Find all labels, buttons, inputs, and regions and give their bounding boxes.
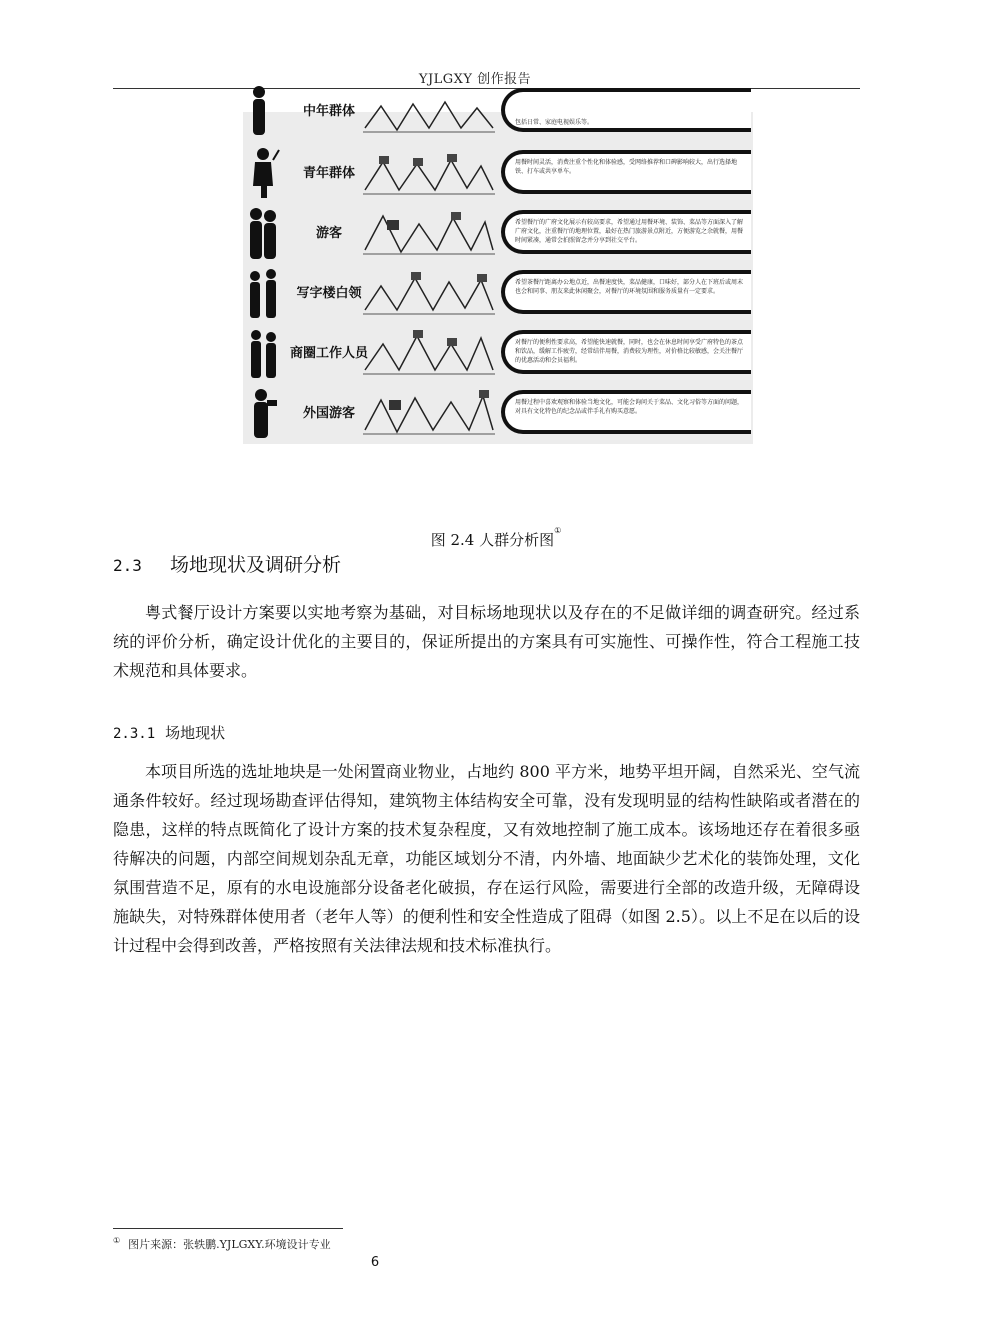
group-label: 外国游客 (302, 406, 355, 421)
page-number: 6 (370, 1255, 380, 1270)
group-label: 游客 (315, 226, 342, 241)
subsection-heading (113, 722, 225, 743)
daily-timeline-icon (361, 84, 497, 138)
footnote-mark: ① (113, 1236, 121, 1245)
footnote-rule (113, 1228, 343, 1229)
group-description: 希望茶餐厅距离办公地点近，出餐速度快，菜品健康，口味好，部分人在下班后或周末也会和同事、朋友来此休闲聚会，对餐厅的环境氛围和服务质量有一定要求。 (501, 270, 751, 314)
section-number: 2.3 (113, 556, 142, 575)
paragraph: 本项目所选的选址地块是一处闲置商业物业，占地约 800 平方米，地势平坦开阔，自然采光、空气流通条件较好。经过现场勘查评估得知，建筑物主体结构安全可靠，没有发现明显的结构性缺陷或者潜在的隐患，这样的特点既简化了设计方案的技术复杂程度，又有效地控制了施工成本。该场地还存在着很多亟待解决的问题，内部空间规划杂乱无章，功能区域划分不清，内外墙、地面缺少艺术化的装饰处理，文化氛围营造不足，原有的水电设施部分设备老化破损，存在运行风险，需要进行全部的改造升级，无障碍设施缺失，对特殊群体使用者（老年人等）的便利性和安全性造成了阻碍（如图 2.5）。以上不足在以后的设计过程中会得到改善，严格按照有关法律法规和技术标准执行。 (113, 762, 860, 955)
figure-caption (0, 526, 992, 550)
group-description: 希望餐厅的广府文化展示有较高要求，希望通过用餐环境、装饰、菜品等方面深入了解广府文化，注重餐厅的地理位置，最好在热门旅游景点附近，方便游览之余就餐，用餐时间紧凑，通常会拍照留念并分享到社交平台。 (501, 210, 751, 254)
figure-row (243, 264, 753, 322)
daily-timeline-icon (361, 386, 497, 440)
section-heading (113, 550, 341, 577)
group-label: 中年群体 (302, 104, 355, 119)
daily-timeline-icon (361, 266, 497, 320)
figure-row (243, 144, 753, 202)
group-label: 青年群体 (302, 166, 355, 181)
group-description: 包括日常、家庭电视娱乐等。 (501, 88, 751, 132)
person-silhouette-icon (245, 84, 281, 138)
daily-timeline-icon (361, 206, 497, 260)
couple-silhouette-icon (245, 206, 281, 260)
daily-timeline-icon (361, 146, 497, 200)
caption-text: 图 2.4 人群分析图 (430, 531, 555, 549)
section-title: 场地现状及调研分析 (170, 554, 342, 576)
daily-timeline-icon (361, 326, 497, 380)
person-silhouette-icon (245, 146, 281, 200)
group-label: 商圈工作人员 (289, 346, 368, 361)
group-label: 写字楼白领 (296, 286, 362, 301)
worker-silhouette-icon (245, 326, 281, 380)
group-description: 对餐厅的便利性要求高，希望能快速就餐，同时，也会在休息时间享受广府特色的茶点和饮品，缓解工作疲劳，经常结伴用餐，消费较为理性，对价格比较敏感，会关注餐厅的优惠活动和会员福利。 (501, 330, 751, 374)
page-header: YJLGXY 创作报告 (418, 72, 532, 87)
figure-row (243, 82, 753, 140)
figure-row (243, 204, 753, 262)
figure-row (243, 324, 753, 382)
footnote (113, 1236, 331, 1252)
group-description: 用餐时间灵活，消费注重个性化和体验感，受网络推荐和口碑影响较大，出行选择地铁、打车或共享单车。 (501, 150, 751, 194)
office-worker-silhouette-icon (245, 266, 281, 320)
crowd-analysis-figure (243, 104, 753, 444)
subsection-number: 2.3.1 (113, 726, 156, 742)
group-description: 用餐过程中喜欢观察和体验当地文化，可能会询问关于菜品、文化习俗等方面的问题，对具有文化特色的纪念品或伴手礼有购买意愿。 (501, 390, 751, 434)
figure-row (243, 384, 753, 442)
footnote-text: 图片来源：张轶鹏.YJLGXY.环境设计专业 (128, 1238, 331, 1251)
footnote-ref: ① (554, 526, 562, 535)
subsection-title: 场地现状 (165, 724, 226, 742)
paragraph: 粤式餐厅设计方案要以实地考察为基础，对目标场地现状以及存在的不足做详细的调查研究。经过系统的评价分析，确定设计优化的主要目的，保证所提出的方案具有可实施性、可操作性，符合工程施工技术规范和具体要求。 (113, 603, 860, 680)
photographer-silhouette-icon (245, 386, 281, 440)
